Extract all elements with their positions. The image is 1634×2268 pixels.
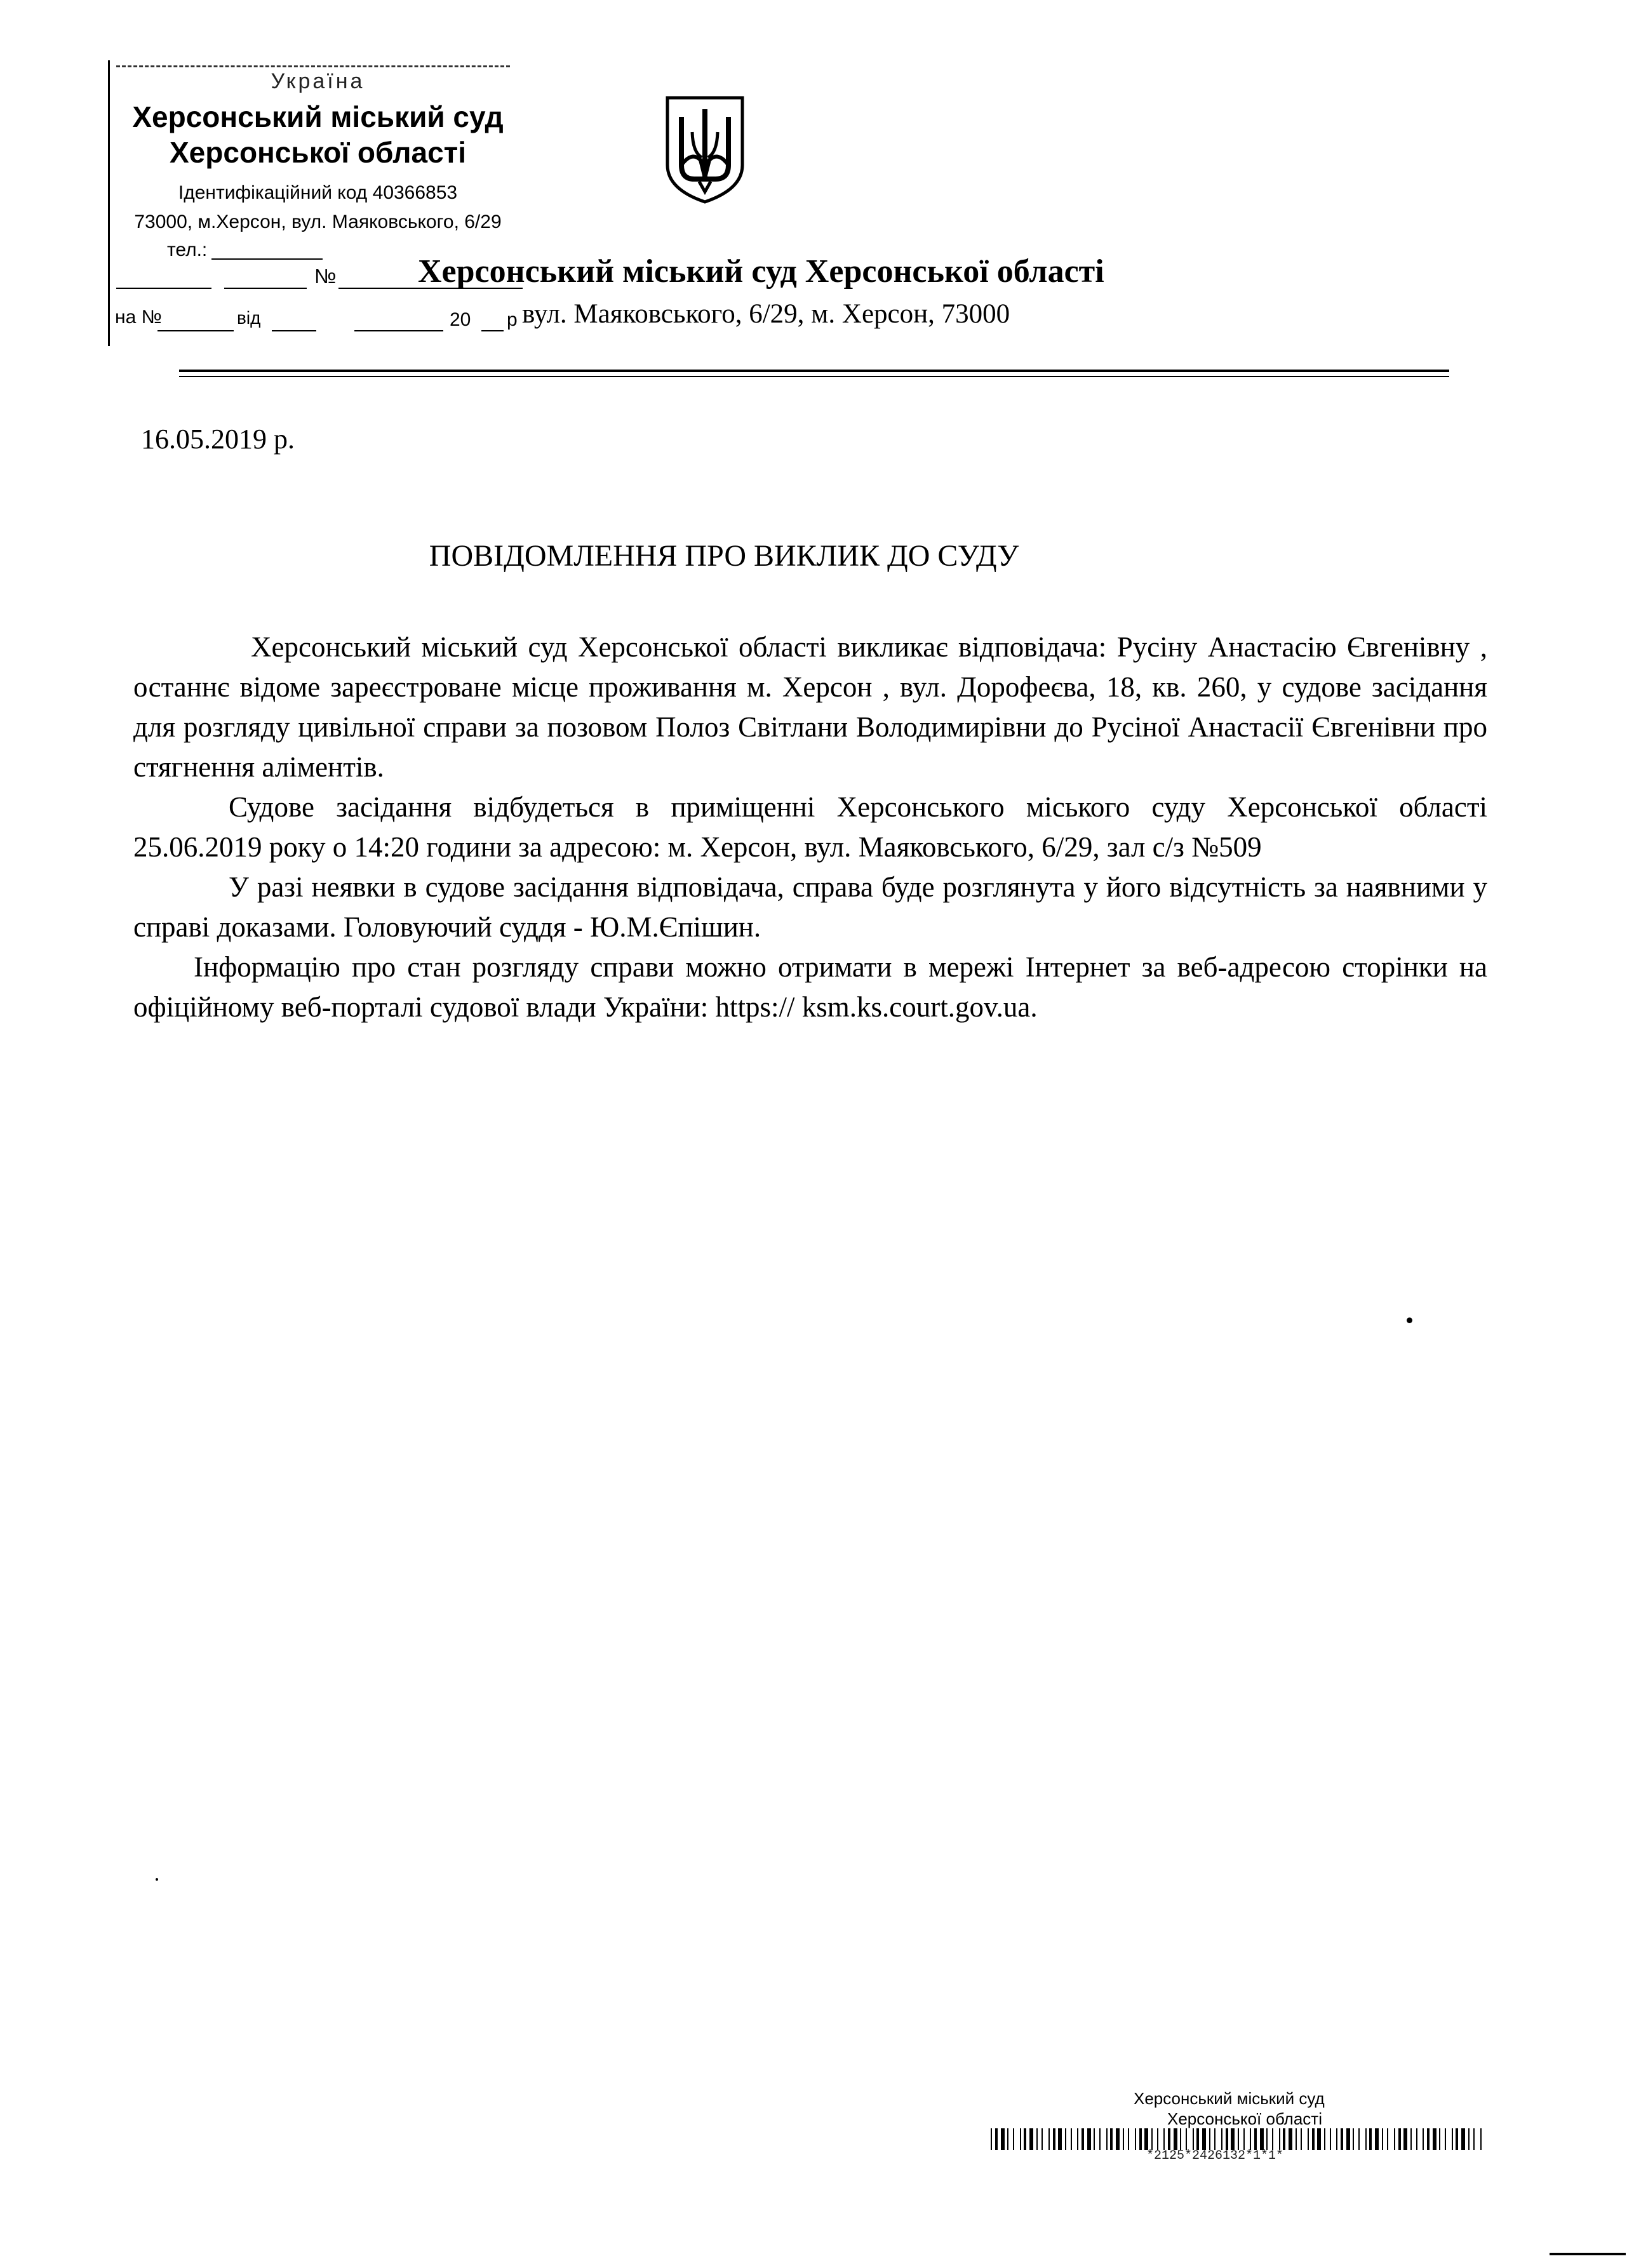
barcode-bar — [1209, 2128, 1210, 2150]
barcode-bar — [1480, 2128, 1482, 2150]
stamp-court-name: Херсонський міський суд — [132, 100, 504, 133]
barcode-bar — [1398, 2128, 1401, 2150]
barcode-bar — [1144, 2128, 1148, 2150]
barcode-bar — [1243, 2128, 1245, 2150]
body-paragraph: Інформацію про стан розгляду справи можно отримати в мережі Інтернет за веб-адресою сторінки на офіційному веб-порталі судової влади України: https:// ksm.ks.court.gov.ua. — [133, 951, 1487, 1023]
registration-stamp — [108, 60, 526, 346]
barcode-bar — [991, 2128, 992, 2150]
barcode-bar — [1439, 2128, 1440, 2150]
stamp-year-prefix: 20 — [450, 309, 471, 330]
barcode-bar — [1058, 2128, 1062, 2150]
body-paragraph: У разі неявки в судове засідання відповідача, справа буде розглянута у його відсутність за наявними у справі доказами. Головуючий суддя - Ю.М.Єпішин. — [133, 871, 1487, 943]
barcode-bar — [1330, 2128, 1331, 2150]
barcode-bar — [1186, 2128, 1187, 2150]
barcode-bar — [1174, 2128, 1177, 2150]
barcode-bar — [1308, 2128, 1309, 2150]
document-title: ПОВІДОМЛЕННЯ ПРО ВИКЛИК ДО СУДУ — [429, 539, 1019, 573]
barcode-bar — [1387, 2128, 1388, 2150]
barcode-bar — [1041, 2128, 1043, 2150]
barcode-bar — [1301, 2128, 1302, 2150]
stamp-court-region: Херсонської області — [170, 136, 466, 169]
barcode-bar — [1180, 2128, 1181, 2150]
letterhead-address: вул. Маяковського, 6/29, м. Херсон, 73000 — [522, 299, 1010, 329]
barcode-bar — [1279, 2128, 1280, 2150]
barcode-bar — [1403, 2128, 1407, 2150]
barcode-bar — [1283, 2128, 1285, 2150]
barcode-bar — [1473, 2128, 1475, 2150]
barcode-bar — [1094, 2128, 1095, 2150]
barcode-bar — [1346, 2128, 1350, 2150]
barcode-bar — [1416, 2128, 1417, 2150]
barcode-bar — [1266, 2128, 1268, 2150]
barcode-bar — [1135, 2128, 1136, 2150]
barcode-bar — [1128, 2128, 1129, 2150]
barcode-bar — [1445, 2128, 1446, 2150]
stamp-year-suffix: р — [507, 309, 518, 330]
barcode-bar — [1312, 2128, 1315, 2150]
barcode-court-region: Херсонської області — [1167, 2109, 1322, 2128]
letterhead-rule — [179, 370, 1449, 372]
scan-speck — [1407, 1317, 1412, 1323]
barcode-court-name: Херсонський міський суд — [1134, 2089, 1325, 2108]
barcode-code: *2125*2426132*1*1* — [1146, 2149, 1284, 2163]
body-paragraph: Херсонський міський суд Херсонської області викликає відповідача: Русіну Анастасію Євгенівну , останнє відоме зареєстроване місце проживання м. Херсон , вул. Дорофеєва, 18, кв. 260, у судове засідання для розгляду цивільної справи за позовом Полоз Світлани Володимирівни до Русіної Анастасії Євгенівни про стягнення аліментів. — [133, 631, 1487, 783]
barcode-bar — [1456, 2128, 1458, 2150]
barcode-bar — [1020, 2128, 1021, 2150]
barcode-bar — [1157, 2128, 1158, 2150]
barcode-bar — [1001, 2128, 1005, 2150]
barcode-bar — [1394, 2128, 1395, 2150]
barcode-bar — [1382, 2128, 1383, 2150]
barcode-bar — [1317, 2128, 1321, 2150]
corner-mark — [1550, 2253, 1626, 2255]
barcode-bar — [1296, 2128, 1297, 2150]
barcode-bar — [1151, 2128, 1153, 2150]
scan-speck — [156, 1878, 158, 1881]
barcode-bar — [1461, 2128, 1465, 2150]
barcode-bar — [1036, 2128, 1038, 2150]
barcode-bar — [1065, 2128, 1066, 2150]
barcode-bar — [1024, 2128, 1026, 2150]
barcode-bar — [1139, 2128, 1142, 2150]
barcode-bar — [1375, 2128, 1379, 2150]
barcode-bar — [1358, 2128, 1360, 2150]
body-paragraph: Судове засідання відбудеться в приміщенні Херсонського міського суду Херсонської області 25.06.2019 року о 14:20 години за адресою: м. Херсон, вул. Маяковського, 6/29, зал с/з №509 — [133, 791, 1487, 863]
barcode-bar — [1202, 2128, 1206, 2150]
barcode-bar — [1238, 2128, 1239, 2150]
stamp-address: 73000, м.Херсон, вул. Маяковського, 6/29 — [134, 211, 502, 232]
barcode-bar — [1116, 2128, 1120, 2150]
barcode-bar — [1082, 2128, 1084, 2150]
stamp-dashed-line — [116, 65, 510, 67]
barcode-bar — [1193, 2128, 1194, 2150]
barcode-bar — [1123, 2128, 1124, 2150]
barcode-bar — [1029, 2128, 1033, 2150]
barcode-bar — [1410, 2128, 1412, 2150]
barcode-bar — [1099, 2128, 1101, 2150]
barcode-icon — [991, 2128, 1486, 2150]
document-body — [133, 627, 1487, 1027]
barcode-bar — [1369, 2128, 1372, 2150]
barcode-bar — [1365, 2128, 1367, 2150]
barcode-bar — [1048, 2128, 1050, 2150]
barcode-bar — [1433, 2128, 1436, 2150]
stamp-tel-label: тел.: — [167, 239, 208, 260]
barcode-bar — [1289, 2128, 1292, 2150]
barcode-bar — [1106, 2128, 1108, 2150]
barcode-bar — [1260, 2128, 1264, 2150]
stamp-on-number-blank — [157, 330, 234, 331]
barcode-bar — [1221, 2128, 1222, 2150]
tryzub-icon — [664, 94, 746, 205]
barcode-bar — [1427, 2128, 1430, 2150]
barcode-bar — [1053, 2128, 1055, 2150]
barcode-bar — [1163, 2128, 1165, 2150]
barcode-bar — [1087, 2128, 1091, 2150]
barcode-bar — [1110, 2128, 1113, 2150]
barcode-bar — [1007, 2128, 1008, 2150]
barcode-bar — [995, 2128, 998, 2150]
barcode-bar — [1254, 2128, 1257, 2150]
stamp-on-number-label: на № — [115, 307, 162, 328]
barcode-bar — [1452, 2128, 1453, 2150]
barcode-bar — [1324, 2128, 1325, 2150]
letterhead-rule-thin — [179, 376, 1449, 377]
barcode-bar — [1013, 2128, 1014, 2150]
barcode-bar — [1071, 2128, 1072, 2150]
stamp-country: Україна — [271, 69, 365, 93]
barcode-bar — [1168, 2128, 1170, 2150]
barcode-bar — [1231, 2128, 1235, 2150]
stamp-date-blank-2 — [224, 288, 307, 289]
stamp-tel-blank — [211, 258, 323, 260]
stamp-number-label: № — [314, 265, 337, 288]
stamp-year-blank — [481, 330, 504, 331]
stamp-from-label: від — [237, 308, 261, 328]
letterhead-court-name: Херсонський міський суд Херсонської області — [418, 253, 1104, 290]
barcode-bar — [1341, 2128, 1343, 2150]
stamp-month-blank — [354, 330, 443, 331]
barcode-bar — [1226, 2128, 1228, 2150]
stamp-id-code: Ідентифікаційний код 40366853 — [178, 182, 458, 203]
barcode-bar — [1468, 2128, 1470, 2150]
document-date: 16.05.2019 р. — [141, 424, 295, 455]
barcode-bar — [1336, 2128, 1337, 2150]
barcode-bar — [1196, 2128, 1199, 2150]
barcode-bar — [1250, 2128, 1251, 2150]
barcode-bar — [1214, 2128, 1215, 2150]
barcode-bar — [1423, 2128, 1424, 2150]
barcode-bar — [1077, 2128, 1078, 2150]
barcode-bar — [1353, 2128, 1354, 2150]
stamp-date-blank — [116, 288, 211, 289]
stamp-day-blank — [272, 330, 316, 331]
barcode-bar — [1272, 2128, 1273, 2150]
